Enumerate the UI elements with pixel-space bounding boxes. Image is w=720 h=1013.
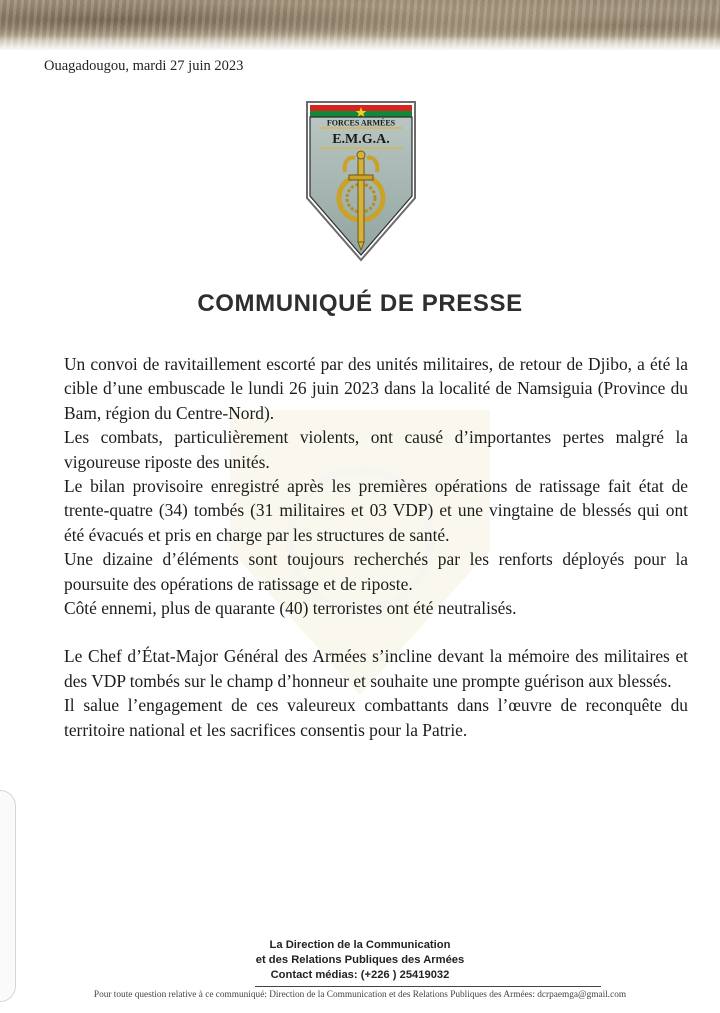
emblem-top-text: FORCES ARMÉES bbox=[326, 118, 396, 128]
paragraph-enemy: Côté ennemi, plus de quarante (40) terroristes ont été neutralisés. bbox=[64, 598, 517, 619]
paragraph-search: Une dizaine d’éléments sont toujours recherchés par les renforts déployés pour la poursuite des opérations de ratissage et de riposte. bbox=[64, 549, 688, 594]
footer-signature bbox=[0, 938, 720, 983]
page-edge-tab bbox=[0, 790, 16, 1002]
footer-line-contact: Contact médias: (+226 ) 25419032 bbox=[270, 969, 450, 981]
header-banner-fade bbox=[0, 36, 720, 52]
footer-line-direction: La Direction de la Communication bbox=[269, 939, 451, 951]
dateline: Ouagadougou, mardi 27 juin 2023 bbox=[44, 58, 244, 74]
paragraph-tribute: Le Chef d’État-Major Général des Armées s’incline devant la mémoire des militaires et des VDP tombés sur le champ d’honneur et souhaite une prompte guérison aux blessés. bbox=[64, 646, 688, 691]
paragraph-salute: Il salue l’engagement de ces valeureux combattants dans l’œuvre de reconquête du territoire national et les sacrifices consentis pour la Patrie. bbox=[64, 695, 688, 740]
paragraph-combat: Les combats, particulièrement violents, ont causé d’importantes pertes malgré la vigoureuse riposte des unités. bbox=[64, 427, 688, 472]
communique-body bbox=[64, 352, 688, 742]
paragraph-toll: Le bilan provisoire enregistré après les premières opérations de ratissage fait état de trente-quatre (34) tombés (31 militaires et 03 VDP) et une vingtaine de blessés qui ont été évacués et pris en charge par les structures de santé. bbox=[64, 476, 688, 545]
paragraph-spacer bbox=[64, 620, 688, 644]
page-title: COMMUNIQUÉ DE PRESSE bbox=[197, 290, 523, 317]
footer-divider bbox=[255, 986, 601, 987]
footer-line-relations: et des Relations Publiques des Armées bbox=[255, 954, 465, 966]
emga-emblem bbox=[305, 100, 417, 262]
emblem-acronym: E.M.G.A. bbox=[332, 132, 390, 147]
paragraph-ambush: Un convoi de ravitaillement escorté par des unités militaires, de retour de Djibo, a été la cible d’une embuscade le lundi 26 juin 2023 dans la localité de Namsiguia (Province du Bam, région du Centre-Nord). bbox=[64, 354, 688, 423]
footer-footnote: Pour toute question relative à ce communiqué: Direction de la Communication et des Relations Publiques des Armées: dcrpaemga@gmail.com bbox=[93, 990, 627, 1000]
